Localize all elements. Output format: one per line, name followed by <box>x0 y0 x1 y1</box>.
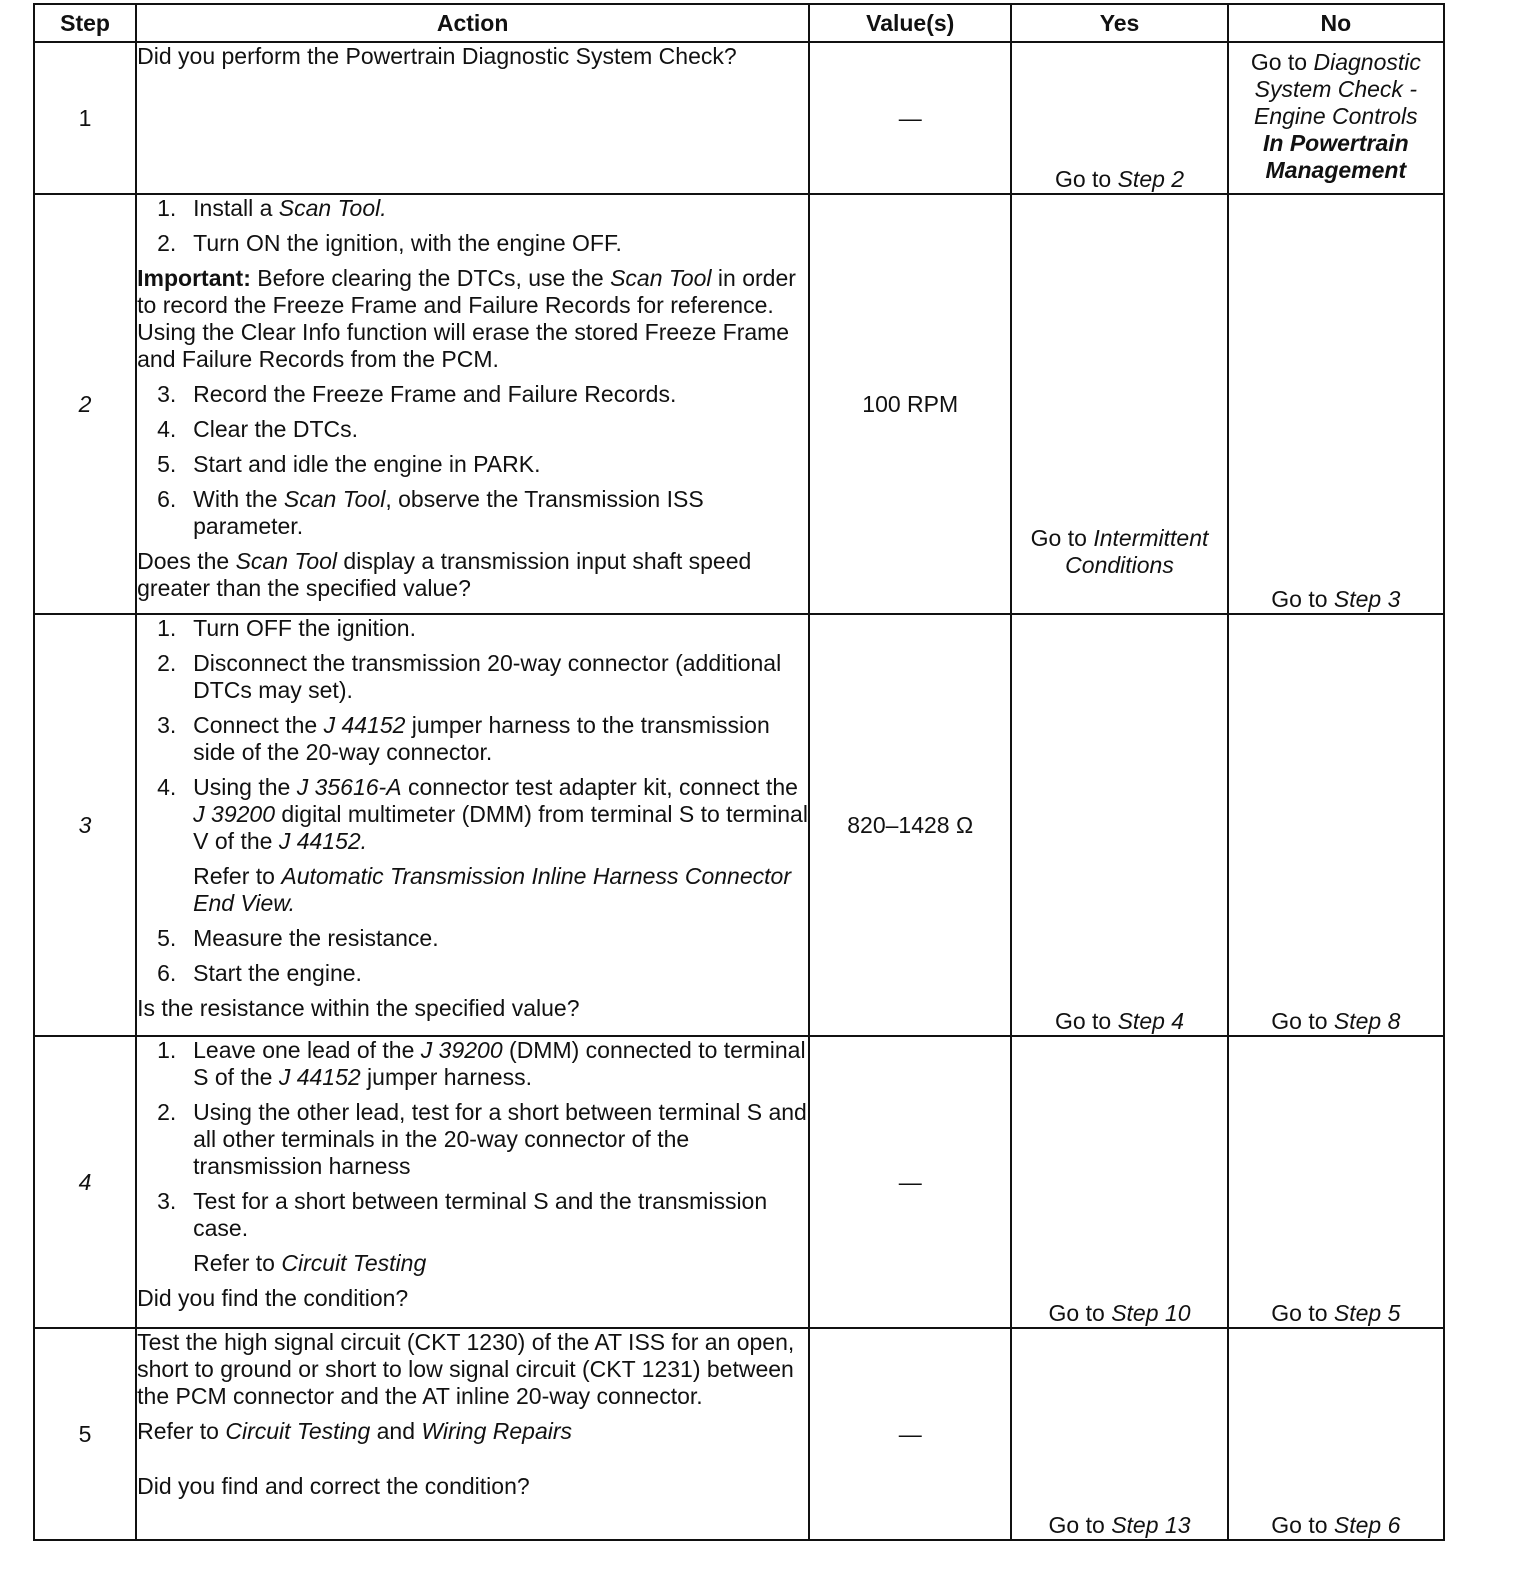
no-prefix: Go to <box>1271 586 1334 612</box>
step-number: 1 <box>34 42 136 194</box>
value-cell: 100 RPM <box>809 194 1011 614</box>
no-cell <box>1228 1328 1444 1540</box>
header-no: No <box>1228 4 1444 42</box>
value-cell: — <box>809 1328 1011 1540</box>
list-item: 3. Connect the J 44152 jumper harness to the transmission side of the 20-way connector. <box>157 712 770 765</box>
list-item: 2. Using the other lead, test for a short between terminal S and all other terminals in the 20-way connector of the transmission harness <box>157 1099 807 1179</box>
yes-cell <box>1011 194 1227 614</box>
list-item: 3. Test for a short between terminal S and the transmission case. <box>157 1188 768 1241</box>
spacer <box>137 1453 808 1473</box>
step-number: 3 <box>34 614 136 1036</box>
yes-cell <box>1011 42 1227 194</box>
yes-link[interactable]: Step 10 <box>1111 1300 1191 1326</box>
table-row-step-1 <box>34 42 1444 194</box>
table-row-step-4 <box>34 1036 1444 1328</box>
header-values: Value(s) <box>809 4 1011 42</box>
yes-cell <box>1011 1036 1227 1328</box>
yes-link[interactable]: Step 4 <box>1117 1008 1185 1034</box>
yes-link[interactable]: Intermittent Conditions <box>1065 525 1209 578</box>
no-link-bold[interactable]: In Powertrain Management <box>1262 130 1409 183</box>
yes-prefix: Go to <box>1054 1008 1118 1034</box>
no-link[interactable]: Diagnostic System Check - Engine Controls <box>1254 49 1421 129</box>
header-action: Action <box>136 4 809 42</box>
yes-prefix: Go to <box>1048 1512 1112 1538</box>
header-yes: Yes <box>1011 4 1227 42</box>
action-question: Did you find and correct the condition? <box>137 1473 530 1499</box>
table-row-step-3 <box>34 614 1444 1036</box>
action-question: Does the Scan Tool display a transmission input shaft speed greater than the specified value? <box>137 548 752 601</box>
list-item: 2. Turn ON the ignition, with the engine OFF. <box>157 230 622 256</box>
diagnostic-table <box>33 3 1445 1541</box>
table-row-step-5 <box>34 1328 1444 1540</box>
list-item: 1. Install a Scan Tool. <box>157 195 387 221</box>
no-link[interactable]: Step 5 <box>1333 1300 1401 1326</box>
no-cell <box>1228 614 1444 1036</box>
no-cell <box>1228 42 1444 194</box>
list-item: 5. Start and idle the engine in PARK. <box>157 451 541 477</box>
action-question: Did you perform the Powertrain Diagnostic System Check? <box>137 43 737 69</box>
refer-note: Refer to Automatic Transmission Inline Harness Connector End View. <box>193 863 791 916</box>
refer-note: Refer to Circuit Testing and Wiring Repairs <box>137 1418 573 1444</box>
list-item: 3. Record the Freeze Frame and Failure Records. <box>157 381 677 407</box>
no-link[interactable]: Step 3 <box>1333 586 1401 612</box>
header-row <box>34 4 1444 42</box>
important-note: Important: Before clearing the DTCs, use the Scan Tool in order to record the Freeze Frame and Failure Records for reference. Using the Clear Info function will erase the stored Freeze Frame and Failure Records from the PCM. <box>137 265 796 372</box>
table-row-step-2 <box>34 194 1444 614</box>
action-cell <box>136 1036 809 1328</box>
list-item: 4. Clear the DTCs. <box>157 416 359 442</box>
list-item: 1. Leave one lead of the J 39200 (DMM) connected to terminal S of the J 44152 jumper harness. <box>157 1037 806 1090</box>
no-cell <box>1228 194 1444 614</box>
yes-prefix: Go to <box>1030 525 1094 551</box>
list-item: 4. Using the J 35616-A connector test adapter kit, connect the J 39200 digital multimeter (DMM) from terminal S to terminal V of the J 44152. <box>157 774 808 854</box>
list-item: 5. Measure the resistance. <box>157 925 439 951</box>
value-cell: — <box>809 1036 1011 1328</box>
list-item: 6. With the Scan Tool, observe the Transmission ISS parameter. <box>157 486 704 539</box>
header-step: Step <box>34 4 136 42</box>
action-question: Is the resistance within the specified value? <box>137 995 580 1021</box>
step-number: 2 <box>34 194 136 614</box>
yes-cell <box>1011 1328 1227 1540</box>
yes-prefix: Go to <box>1054 166 1118 192</box>
list-item: 1. Turn OFF the ignition. <box>157 615 416 641</box>
yes-cell <box>1011 614 1227 1036</box>
action-cell <box>136 1328 809 1540</box>
value-cell: 820–1428 Ω <box>809 614 1011 1036</box>
step-number: 4 <box>34 1036 136 1328</box>
value-cell: — <box>809 42 1011 194</box>
action-cell <box>136 614 809 1036</box>
no-prefix: Go to <box>1271 1008 1334 1034</box>
action-paragraph: Test the high signal circuit (CKT 1230) of the AT ISS for an open, short to ground or short to low signal circuit (CKT 1231) between the PCM connector and the AT inline 20-way connector. <box>137 1329 795 1409</box>
no-prefix: Go to <box>1250 49 1314 75</box>
yes-link[interactable]: Step 2 <box>1117 166 1185 192</box>
no-link[interactable]: Step 6 <box>1333 1512 1401 1538</box>
step-number: 5 <box>34 1328 136 1540</box>
action-question: Did you find the condition? <box>137 1285 409 1311</box>
list-item: 2. Disconnect the transmission 20-way connector (additional DTCs may set). <box>157 650 782 703</box>
no-prefix: Go to <box>1271 1512 1334 1538</box>
no-cell <box>1228 1036 1444 1328</box>
no-link[interactable]: Step 8 <box>1333 1008 1401 1034</box>
yes-prefix: Go to <box>1048 1300 1112 1326</box>
action-cell <box>136 42 809 194</box>
yes-link[interactable]: Step 13 <box>1111 1512 1191 1538</box>
refer-note: Refer to Circuit Testing <box>193 1250 427 1276</box>
list-item: 6. Start the engine. <box>157 960 362 986</box>
no-prefix: Go to <box>1271 1300 1334 1326</box>
action-cell <box>136 194 809 614</box>
